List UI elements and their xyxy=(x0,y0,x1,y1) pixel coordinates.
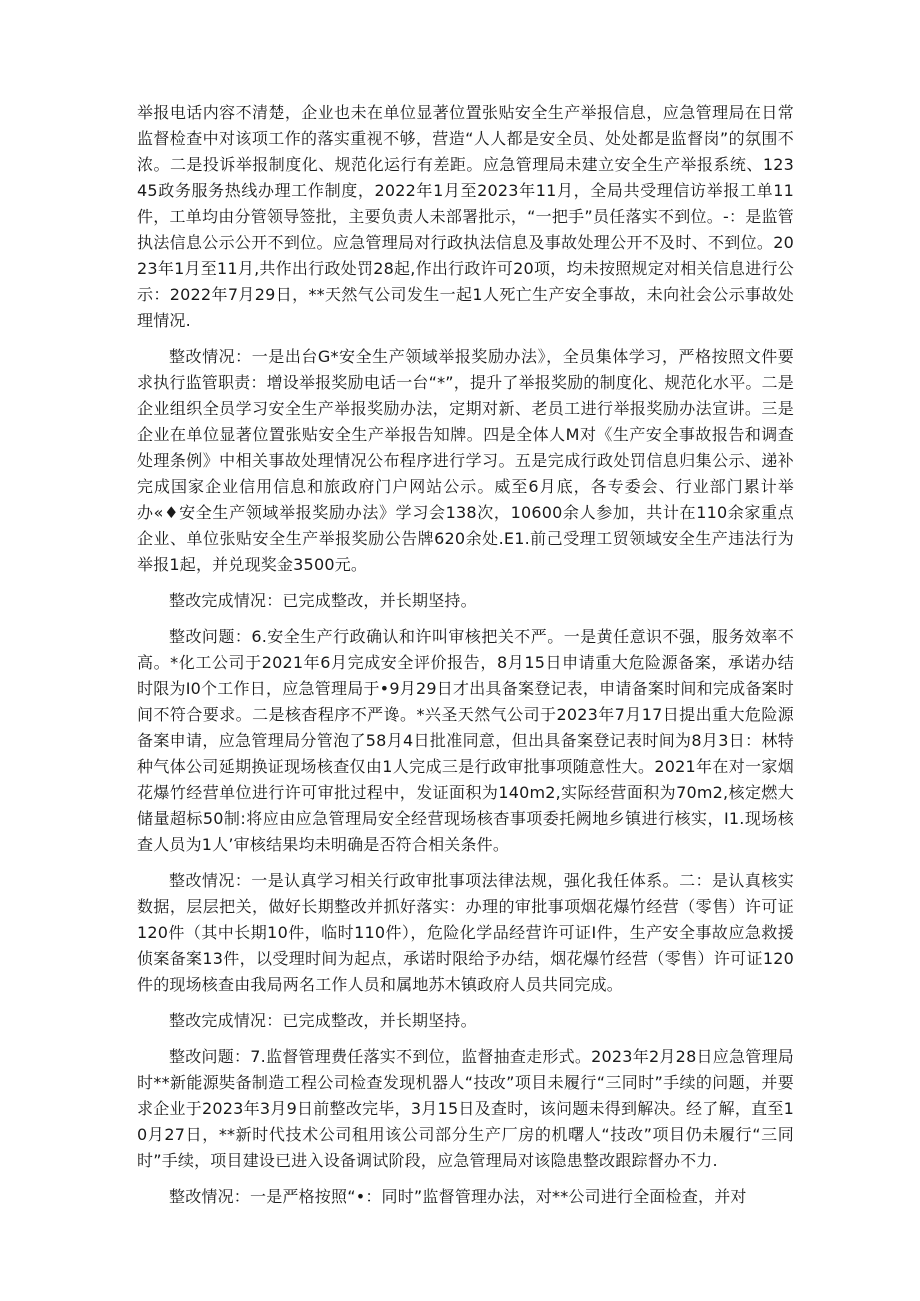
paragraph-rectification-7: 整改情况：一是严格按照“•：同时”监督管理办法，对**公司进行全面检查，并对 xyxy=(169,1187,747,1206)
paragraph-completion-5: 整改完成情况：已完成整改，并长期坚持。 xyxy=(169,591,477,610)
document-body xyxy=(137,100,794,1220)
paragraph-report-issues-continued: 举报电话内容不清楚，企业也未在单位显著位置张贴安全生产举报信息，应急管理局在日常监督检查中对该项工作的落实重视不够，营造“人人都是安全员、处处都是监督岗”的氛围不浓。二是投诉举报制度化、规范化运行有差距。应急管理局未建立安全生产举报系统、12345政务服务热线办理工作制度，2022年1月至2023年11月，全局共受理信访举报工单11件，工单均由分管领导签批，主要负责人未部署批示，“一把手”员任落实不到位。-：是监管执法信息公示公开不到位。应急管理局对行政执法信息及事故处理公开不及时、不到位。2023年1月至11月,共作出行政处罚28起,作出行政许可20项，均未按照规定对相关信息进行公示：2022年7月29日，**天然气公司发生一起1人死亡生产安全事故，未向社会公示事故处理情况. xyxy=(137,103,794,330)
paragraph-issue-7: 整改问题：7.监督管理费任落实不到位，监督抽查走形式。2023年2月28日应急管理局时**新能源奘备制造工程公司检查发现机器人“技改”项目未履行“三同时”手续的问题，并要求企业于2023年3月9日前整改完毕，3月15日及查时，该问题未得到解决。经了解，直至10月27日，**新时代技术公司租用该公司部分生产厂房的机曙人“技改”项目仍未履行“三同时”手续，项目建设已进入设备调试阶段，应急管理局对该隐患整改跟踪督办不力. xyxy=(137,1047,794,1170)
paragraph-issue-6: 整改问题：6.安全生产行政确认和许叫审核把关不严。一是黄任意识不强，服务效率不高。*化工公司于2021年6月完成安全评价报告，8月15日申请重大危险源备案，承诺办结时限为I0个工作日，应急管理局于•9月29日才出具备案登记表，申请备案时间和完成备案时间不符合要求。二是核杳程序不严谗。*兴圣天然气公司于2023年7月17日提出重大危险源备案申请，应急管理局分管泡了58月4日批准同意，但出具备案登记表时间为8月3日：林特种气体公司延期换证现场核查仅由1人完成三是行政审批事项随意性大。2021年在对一家烟花爆竹经营单位进行许可审批过程中，发证面积为140m2,实际经营面积为70m2,核定燃大储量超标50制:将应由应急管理局安全经营现场核杳事项委托阙地乡镇进行核实，I1.现场核查人员为1人’审核结果均未明确是否符合相关条件。 xyxy=(137,627,794,854)
paragraph-completion-6: 整改完成情况：已完成整改，并长期坚持。 xyxy=(169,1011,477,1030)
paragraph-rectification-5: 整改情况：一是出台G*安全生产领域举报奖励办法》，全员集体学习，严格按照文件要求执行监管职责：增设举报奖励电话一台“*”，提升了举报奖励的制度化、规范化水平。二是企业组织全员学习安全生产举报奖励办法，定期对新、老员工进行举报奖励办法宣讲。三是企业在单位显著位置张贴安全生产举报告知牌。四是全体人M对《生产安全事故报告和调查处理条例》中相关事故处理情况公布程序进行学习。五是完成行政处罚信息归集公示、递补完成国家企业信用信息和旅政府门户网站公示。威至6月底，各专委会、行业部门累计举办«♦安全生产领域举报奖励办法》学习会138次，10600余人参加，共计在110余家重点企业、单位张贴安全生产举报奖励公告牌620余处.E1.前己受理工贸领域安全生产违法行为举报1起，并兑现奖金3500元。 xyxy=(137,347,794,574)
paragraph-rectification-6: 整改情况：一是认真学习相关行政审批事项法律法规，强化我任体系。二：是认真核实数据，层层把关，做好长期整改并抓好落实：办理的审批事项烟花爆竹经营（零售）许可证120件（其中长期10件，临时110件），危险化学品经营许可证I件，生产安全事故应急救援侦案备案13件，以受理时间为起点，承诺时限给予办结，烟花爆竹经营（零售）许可证120件的现场核查由我局两名工作人员和属地苏木镇政府人员共同完成。 xyxy=(137,871,794,994)
